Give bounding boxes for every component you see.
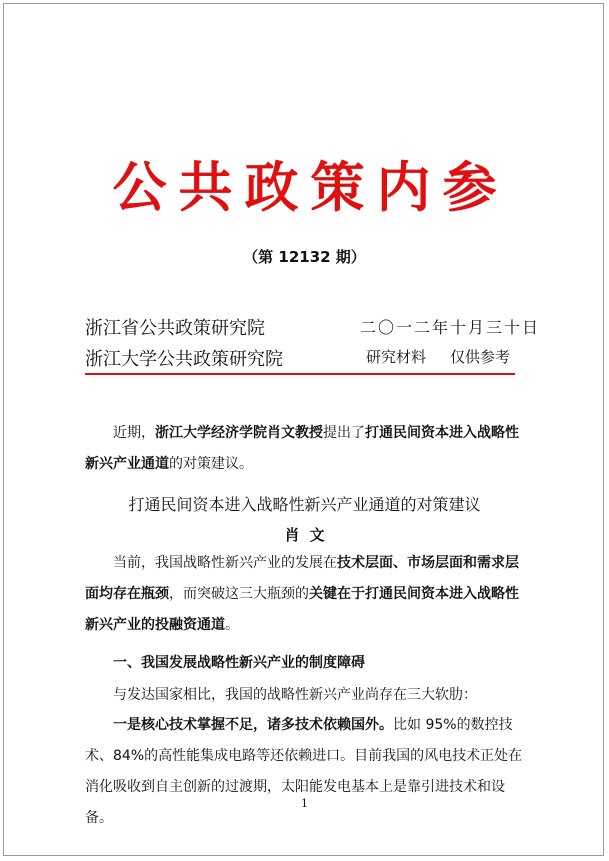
- page-number: 1: [301, 797, 308, 810]
- para1-text-1: 当前，我国战略性新兴产业的发展在: [113, 555, 337, 571]
- article-title: 打通民间资本进入战略性新兴产业通道的对策建议: [128, 495, 481, 514]
- paragraph-3: [85, 710, 525, 834]
- para1-text-2: ，而突破这三大瓶颈的: [169, 586, 309, 602]
- org-secondary: 浙江大学公共政策研究院: [85, 349, 283, 370]
- intro-text-2: 提出了: [323, 425, 365, 441]
- article-author: 肖文: [284, 526, 335, 544]
- reference-label: 仅供参考: [450, 348, 511, 366]
- para1-bold-1: 技术层面、市场层面和需求层面均存在瓶颈: [85, 555, 519, 602]
- para1-bold-2: 关键在于打通民间资本进入战略性新兴产业的投融资通道: [85, 586, 519, 633]
- paragraph-2: 与发达国家相比，我国的战略性新兴产业尚存在三大软肋：: [113, 687, 477, 703]
- intro-author: 浙江大学经济学院肖文教授: [155, 425, 323, 441]
- paragraph-1: [85, 548, 525, 641]
- para3-text-1: 比如 95%的数控技术、84%的高性能集成电路等还依赖进口。目前我国的风电技术正处在消化吸收到自主创新的过渡期，太阳能发电基本上是靠引进技术和设备。: [85, 717, 523, 826]
- para1-text-3: 。: [225, 617, 239, 633]
- reference-note: [366, 346, 510, 367]
- publish-date: 二〇一二年十月三十日: [360, 318, 541, 337]
- header-divider: [85, 373, 515, 375]
- issue-number: （第 12132 期）: [243, 248, 366, 266]
- para3-bold-1: 一是核心技术掌握不足，诸多技术依赖国外。: [113, 717, 393, 733]
- intro-text-1: 近期，: [113, 425, 155, 441]
- material-label: 研究材料: [366, 348, 427, 366]
- org-primary: 浙江省公共政策研究院: [85, 318, 265, 339]
- intro-text-3: 的对策建议。: [169, 456, 253, 472]
- masthead-title: 公共政策内参: [112, 155, 509, 219]
- intro-paragraph: [85, 418, 525, 480]
- section-heading-1: 一、我国发展战略性新兴产业的制度障碍: [113, 655, 365, 671]
- intro-topic: 打通民间资本进入战略性新兴产业通道: [85, 425, 519, 472]
